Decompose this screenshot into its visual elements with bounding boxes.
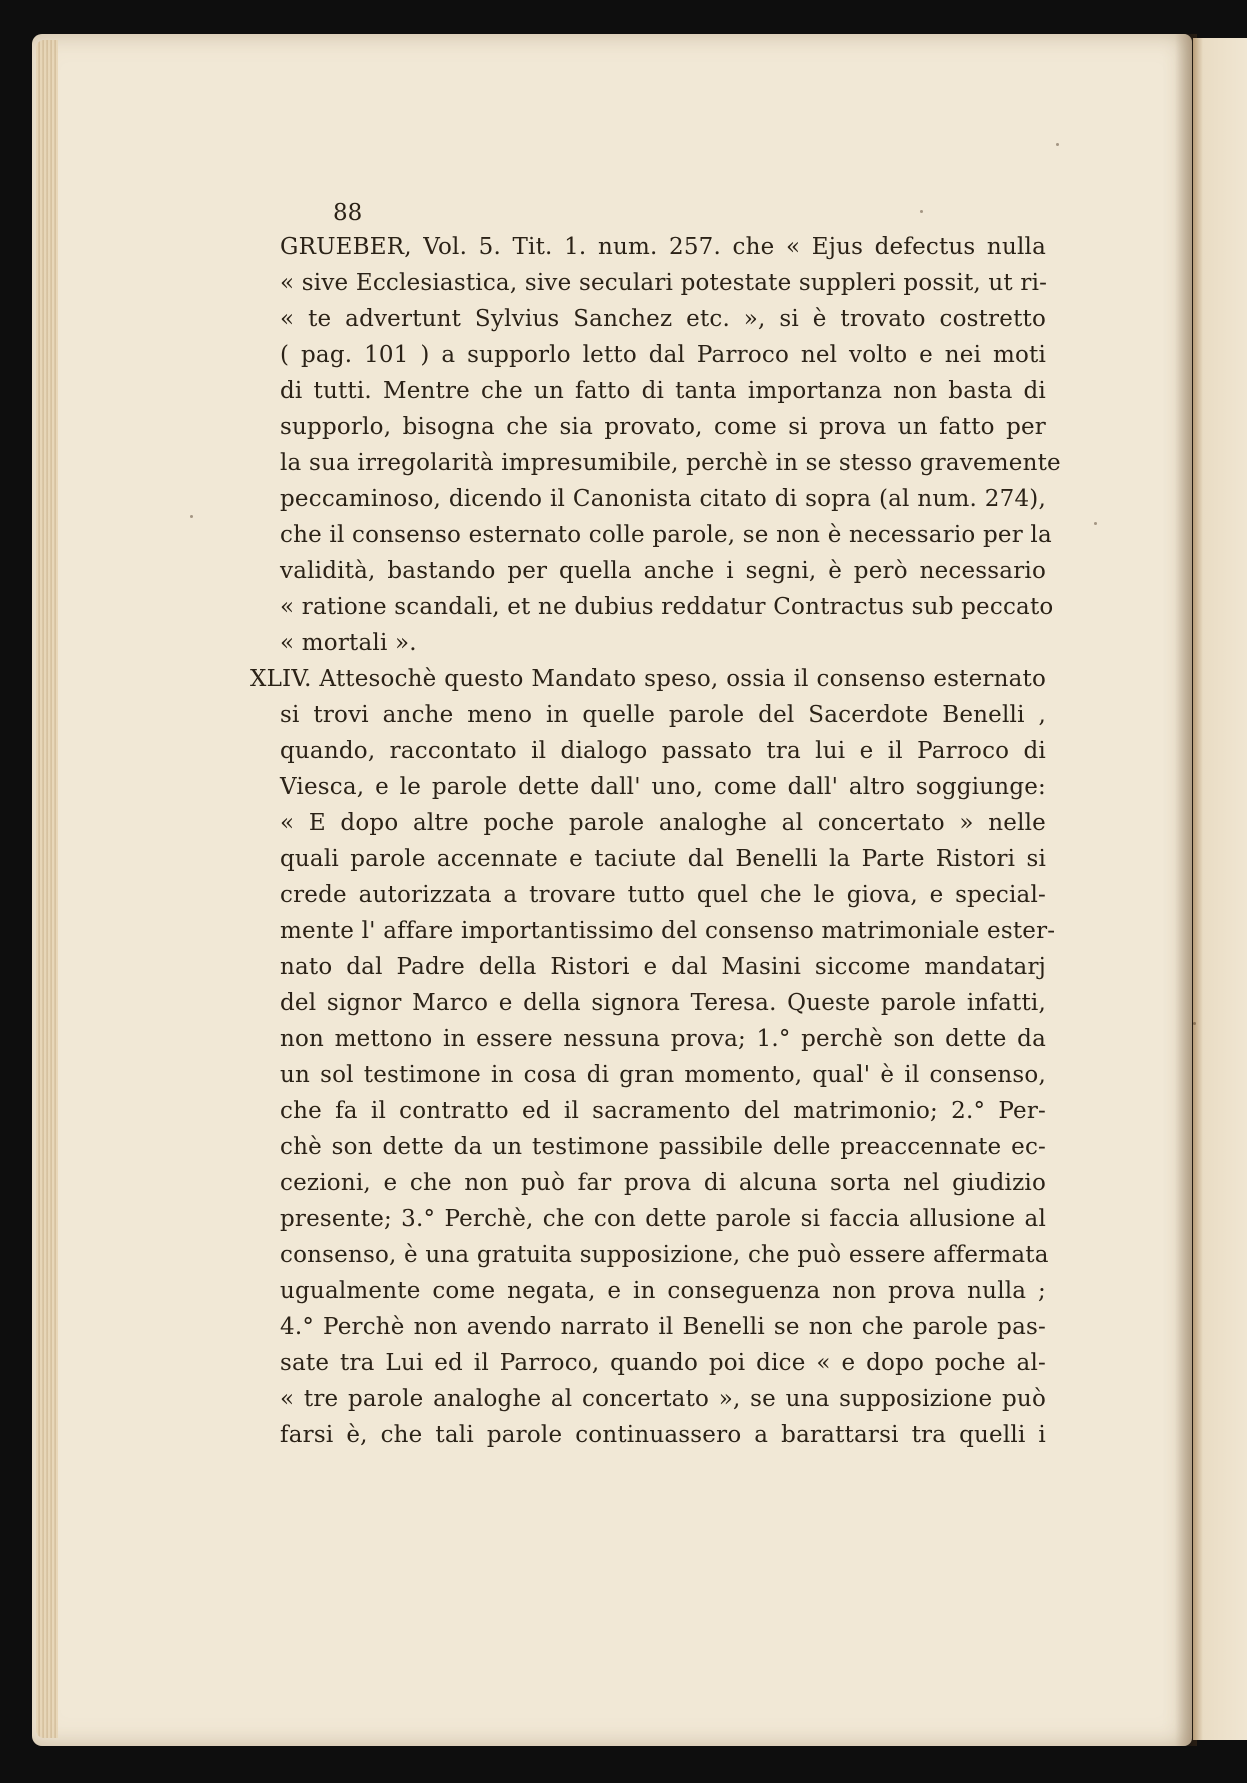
page-edges — [36, 40, 58, 1738]
text-line: sate tra Lui ed il Parroco, quando poi dice « e dopo poche al- — [280, 1350, 1046, 1376]
text-line: che fa il contratto ed il sacramento del matrimonio; 2.° Per- — [280, 1098, 1046, 1124]
page-number: 88 — [333, 200, 363, 226]
text-line: farsi è, che tali parole continuassero a barattarsi tra quelli i — [280, 1422, 1046, 1448]
text-line: « te advertunt Sylvius Sanchez etc. », si è trovato costretto — [280, 306, 1046, 332]
paper-speck — [1193, 1022, 1196, 1025]
text-line: chè son dette da un testimone passibile delle preaccennate ec- — [280, 1134, 1046, 1160]
text-line: mente l' affare importantissimo del consenso matrimoniale ester- — [280, 918, 1056, 944]
text-line: che il consenso esternato colle parole, se non è necessario per la — [280, 522, 1052, 548]
paper-speck — [1094, 522, 1097, 525]
paper-speck — [920, 210, 923, 213]
text-line: « sive Ecclesiastica, sive seculari potestate suppleri possit, ut ri- — [280, 270, 1048, 296]
text-line: « tre parole analoghe al concertato », se una supposizione può — [280, 1386, 1046, 1412]
text-line: GRUEBER, Vol. 5. Tit. 1. num. 257. che « Ejus defectus nulla — [280, 234, 1046, 260]
text-line: validità, bastando per quella anche i segni, è però necessario — [280, 558, 1046, 584]
text-line: di tutti. Mentre che un fatto di tanta importanza non basta di — [280, 378, 1046, 404]
text-line: crede autorizzata a trovare tutto quel che le giova, e special- — [280, 882, 1046, 908]
text-line: presente; 3.° Perchè, che con dette parole si faccia allusione al — [280, 1206, 1046, 1232]
text-line: quando, raccontato il dialogo passato tra lui e il Parroco di — [280, 738, 1046, 764]
section-heading-line: XLIV. Attesochè questo Mandato speso, ossia il consenso esternato — [250, 666, 1046, 692]
text-line: quali parole accennate e taciute dal Benelli la Parte Ristori si — [280, 846, 1046, 872]
text-line: non mettono in essere nessuna prova; 1.° perchè son dette da — [280, 1026, 1046, 1052]
text-line: supporlo, bisogna che sia provato, come si prova un fatto per — [280, 414, 1046, 440]
text-line: ugualmente come negata, e in conseguenza non prova nulla ; — [280, 1278, 1046, 1304]
text-line: del signor Marco e della signora Teresa. Queste parole infatti, — [280, 990, 1046, 1016]
text-line: peccaminoso, dicendo il Canonista citato di sopra (al num. 274), — [280, 486, 1046, 512]
text-line: « mortali ». — [280, 630, 417, 656]
text-line: si trovi anche meno in quelle parole del Sacerdote Benelli , — [280, 702, 1046, 728]
text-line: nato dal Padre della Ristori e dal Masini siccome mandatarj — [280, 954, 1046, 980]
text-line: Viesca, e le parole dette dall' uno, come dall' altro soggiunge: — [280, 774, 1046, 800]
paper-speck — [1056, 143, 1059, 146]
text-line: « ratione scandali, et ne dubius reddatur Contractus sub peccato — [280, 594, 1054, 620]
paper-speck — [190, 515, 193, 518]
text-line: ( pag. 101 ) a supporlo letto dal Parroco nel volto e nei moti — [280, 342, 1046, 368]
text-line: un sol testimone in cosa di gran momento, qual' è il consenso, — [280, 1062, 1046, 1088]
text-line: la sua irregolarità impresumibile, perchè in se stesso gravemente — [280, 450, 1061, 476]
text-line: « E dopo altre poche parole analoghe al concertato » nelle — [280, 810, 1046, 836]
facing-page-edge — [1193, 38, 1247, 1740]
text-line: cezioni, e che non può far prova di alcuna sorta nel giudizio — [280, 1170, 1046, 1196]
text-line: 4.° Perchè non avendo narrato il Benelli se non che parole pas- — [280, 1314, 1046, 1340]
text-line: consenso, è una gratuita supposizione, che può essere affermata — [280, 1242, 1049, 1268]
